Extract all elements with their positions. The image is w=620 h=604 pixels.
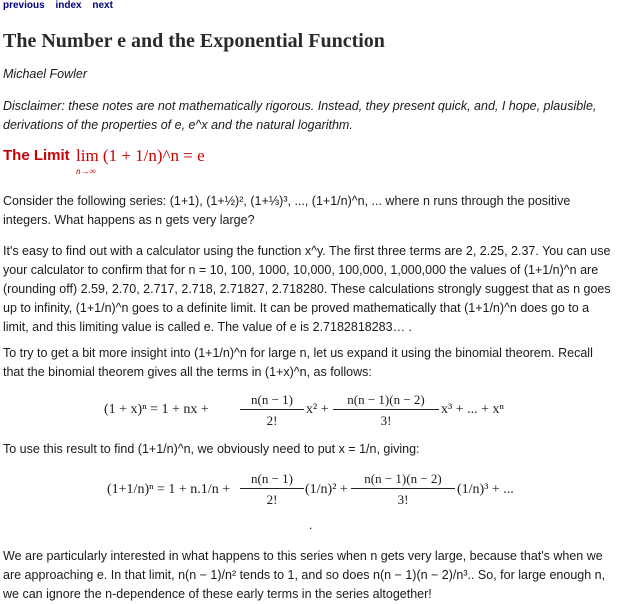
previous-link[interactable]: previous	[3, 0, 45, 11]
substitution-right: (1/n)³ + ...	[457, 482, 514, 497]
fraction-3-denominator: 2!	[266, 492, 278, 507]
substitution-left: (1+1/n)ⁿ = 1 + n.1/n +	[107, 482, 231, 497]
paragraph-series	[3, 192, 615, 230]
paragraph-binomial: To try to get a bit more insight into (1+1/n)^n for large n, let us expand it using the binomial theorem. Recall that the binomial theorem gives all the terms in (1+x)^n, as follows:	[3, 346, 593, 379]
fraction-4-numerator: n(n − 1)(n − 2)	[351, 471, 455, 489]
fraction-3-numerator: n(n − 1)	[240, 471, 304, 489]
paragraph-series-a: Consider the following series: (1+1), (1+½)², (1+⅓)³, ..., (1+1/n)^n, ... where	[3, 194, 420, 208]
fraction-4	[351, 471, 455, 508]
fraction-2-numerator: n(n − 1)(n − 2)	[333, 392, 439, 410]
paragraph-large-n: We are particularly interested in what happens to this series when n gets very large, because that's when we are approaching e. In that limit, n(n − 1)/n² tends to 1, and so does n(n − 1)(n − 2)/n³.. So, for large enough n, we can ignore the n-dependence of these early terms in the series altogether!	[3, 549, 606, 601]
fraction-1-denominator: 2!	[266, 413, 278, 428]
binomial-mid: x² +	[306, 402, 329, 417]
limit-formula: lim (1 + 1/n)^n = e	[76, 146, 205, 165]
substitution-mid: (1/n)² +	[305, 482, 348, 497]
paragraph-calculator: It's easy to find out with a calculator using the function x^y. The first three terms are 2, 2.25, 2.37. You can use your calculator to confirm that for n = 10, 100, 1000, 10,000, 100,000, 1,000,000 the values of (1+1/n)^n are (rounding off) 2.59, 2.70, 2.717, 2.718, 2.71827, 2.718280. These calculations strongly suggest that as n goes up to infinity, (1+1/n)^n goes to a definite limit. It can be proved mathematically that (1+1/n)^n does go to a limit, and this limiting value is called e. The value of e is 2.7182818283… .	[3, 244, 611, 334]
separator-dot: .	[309, 518, 313, 532]
limit-heading: The Limit	[3, 147, 70, 164]
disclaimer: Disclaimer: these notes are not mathematically rigorous. Instead, they present quick, and, I hope, plausible, derivations of the properties of e, e^x and the natural logarithm.	[3, 99, 597, 132]
binomial-left: (1 + x)ⁿ = 1 + nx +	[104, 402, 209, 417]
top-nav	[3, 0, 121, 11]
fraction-1	[240, 392, 304, 429]
next-link[interactable]: next	[92, 0, 113, 11]
paragraph-series-b: n runs through the positive integers. What happens as n gets very large?	[3, 194, 571, 227]
fraction-2	[333, 392, 439, 429]
page-title: The Number e and the Exponential Function	[3, 30, 385, 52]
limit-subscript: n→∞	[76, 166, 96, 176]
fraction-3	[240, 471, 304, 508]
fraction-4-denominator: 3!	[397, 492, 409, 507]
binomial-right: x³ + ... + xⁿ	[441, 402, 504, 417]
index-link[interactable]: index	[55, 0, 82, 11]
fraction-2-denominator: 3!	[380, 413, 392, 428]
paragraph-substitute: To use this result to find (1+1/n)^n, we obviously need to put x = 1/n, giving:	[3, 442, 420, 456]
fraction-1-numerator: n(n − 1)	[240, 392, 304, 410]
author: Michael Fowler	[3, 67, 88, 81]
